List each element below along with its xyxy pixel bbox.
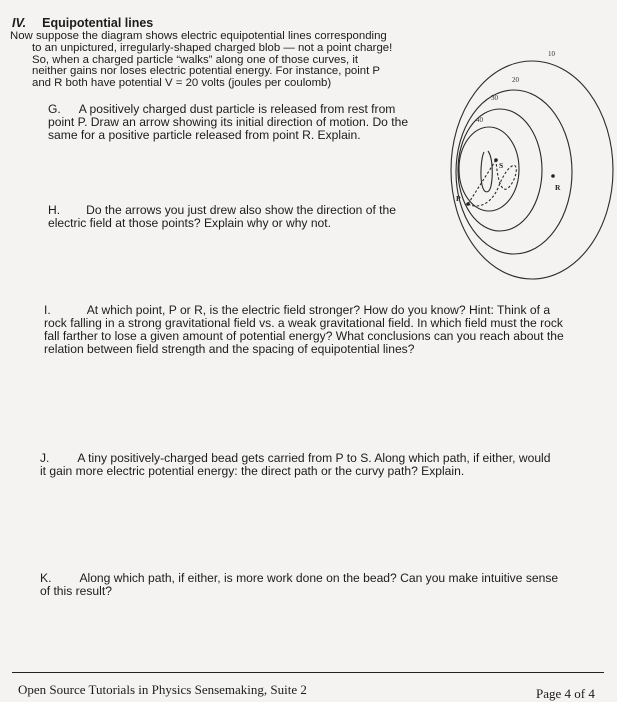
section-number: IV. bbox=[12, 16, 27, 30]
inner-blob-curve bbox=[481, 151, 492, 192]
intro-paragraph bbox=[10, 31, 430, 90]
point-label-s: S bbox=[499, 161, 504, 170]
question-label: J. bbox=[40, 451, 50, 465]
question-line: electric field at those points? Explain why or why not. bbox=[48, 216, 332, 230]
question-g bbox=[48, 103, 428, 142]
question-line: At which point, P or R, is the electric field stronger? How do you know? Hint: Think of a bbox=[86, 303, 551, 317]
equipotential-curve-20 bbox=[456, 90, 572, 254]
equipotential-diagram bbox=[440, 38, 616, 292]
footer-title: Open Source Tutorials in Physics Sensemaking, Suite 2 bbox=[18, 682, 307, 697]
question-line: of this result? bbox=[40, 584, 112, 598]
intro-line: neither gains nor loses electric potential energy. For instance, point P bbox=[32, 65, 381, 78]
intro-line: So, when a charged particle “walks” along one of those curves, it bbox=[32, 53, 359, 66]
question-line: Do the arrows you just drew also show the direction of the bbox=[86, 203, 396, 217]
point-label-r: R bbox=[555, 183, 561, 192]
question-h bbox=[48, 204, 428, 230]
point-p-dot bbox=[466, 202, 470, 206]
contour-label-40: 40 bbox=[476, 116, 483, 124]
question-label: G. bbox=[48, 102, 61, 116]
equipotential-curve-30 bbox=[458, 109, 542, 231]
question-k bbox=[40, 572, 600, 598]
intro-line: to an unpictured, irregularly-shaped charged blob — not a point charge! bbox=[32, 41, 393, 54]
section-header bbox=[12, 16, 153, 30]
question-line: A tiny positively-charged bead gets carried from P to S. Along which path, if either, would bbox=[77, 451, 551, 465]
question-line: A positively charged dust particle is released from rest from bbox=[78, 102, 396, 116]
page-number: Page 4 of 4 bbox=[536, 686, 595, 701]
contour-label-30: 30 bbox=[491, 94, 498, 102]
question-label: I. bbox=[44, 303, 51, 317]
intro-line: and R both have potential V = 20 volts (joules per coulomb) bbox=[32, 77, 332, 90]
contour-label-20: 20 bbox=[512, 76, 519, 84]
section-title: Equipotential lines bbox=[42, 16, 154, 30]
footer-divider bbox=[12, 672, 604, 673]
equipotential-curve-40 bbox=[459, 127, 519, 211]
point-r-dot bbox=[551, 174, 555, 178]
question-line: Along which path, if either, is more work done on the bead? Can you make intuitive sense bbox=[79, 571, 559, 585]
question-j bbox=[40, 452, 600, 478]
question-label: H. bbox=[48, 203, 61, 217]
question-line: point P. Draw an arrow showing its initial direction of motion. Do the bbox=[48, 115, 409, 129]
intro-line: Now suppose the diagram shows electric equipotential lines corresponding bbox=[10, 30, 387, 42]
question-line: same for a positive particle released from point R. Explain. bbox=[48, 128, 361, 142]
point-label-p: P bbox=[456, 194, 461, 203]
point-s-dot bbox=[494, 158, 498, 162]
question-line: it gain more electric potential energy: the direct path or the curvy path? Explain. bbox=[40, 464, 465, 478]
question-line: fall farther to lose a given amount of potential energy? What conclusions can you reach about the bbox=[44, 329, 564, 343]
question-label: K. bbox=[40, 571, 52, 585]
contour-label-10: 10 bbox=[548, 50, 555, 58]
question-i bbox=[44, 304, 596, 356]
question-line: relation between field strength and the spacing of equipotential lines? bbox=[44, 342, 415, 356]
question-line: rock falling in a strong gravitational field vs. a weak gravitational field. In which field must the rock bbox=[44, 316, 563, 330]
